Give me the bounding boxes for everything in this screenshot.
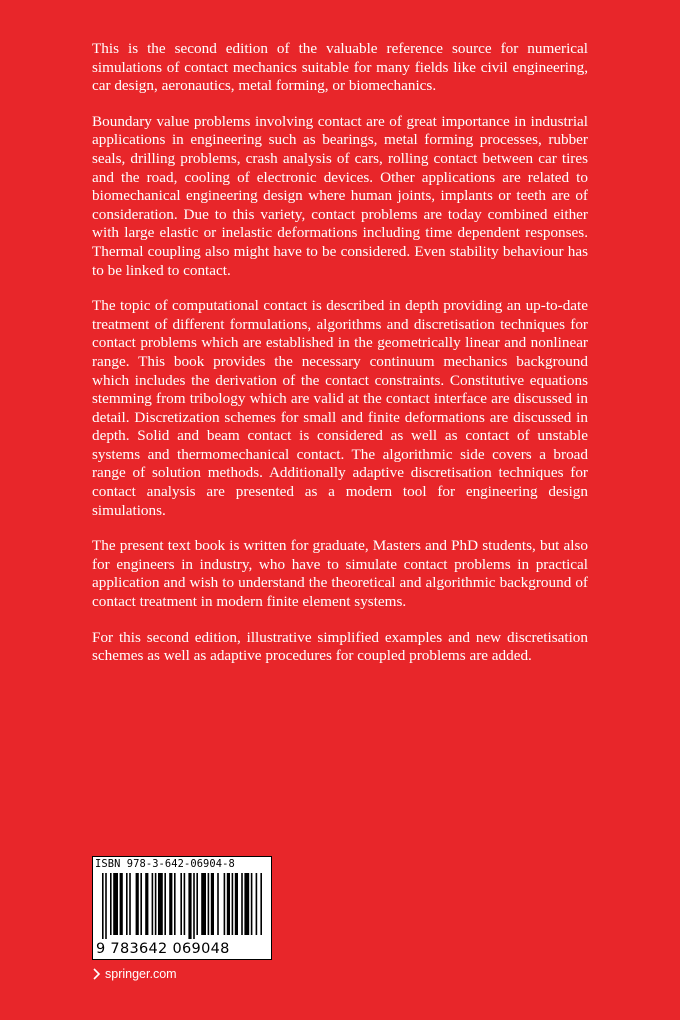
blurb-paragraph: For this second edition, illustrative simplified examples and new discretisation schemes as well as adaptive procedures for coupled problems are added. (92, 628, 588, 665)
chevron-right-icon (92, 968, 101, 980)
blurb-paragraph: Boundary value problems involving contact are of great importance in industrial applications in engineering such as bearings, metal forming processes, rubber seals, drilling problems, crash analysis of cars, rolling contact between car tires and the road, cooling of electronic devices. Other applications are related to biomechanical engineering design where human joints, implants or teeth are of consideration. Due to this variety, contact problems are today combined either with large elastic or inelastic deformations including time dependent responses. Thermal coupling also might have to be considered. Even stability behaviour has to be linked to contact. (92, 112, 588, 279)
blurb-paragraph: This is the second edition of the valuable reference source for numerical simulations of contact mechanics suitable for many fields like civil engineering, car design, aeronautics, metal forming, or biomechanics. (92, 40, 588, 95)
publisher-link[interactable] (92, 967, 177, 981)
barcode-bar (196, 873, 198, 935)
barcode-bar (102, 873, 104, 939)
barcode-bar (193, 873, 195, 939)
barcode-bar (260, 873, 262, 935)
barcode-bar (110, 873, 112, 935)
barcode-bar (180, 873, 182, 935)
barcode-bar (152, 873, 154, 935)
barcode-bar (256, 873, 258, 935)
barcode-bar (251, 873, 253, 935)
isbn-barcode (92, 856, 272, 960)
barcode-bar (126, 873, 128, 935)
barcode-bar (158, 873, 163, 935)
barcode-bar (217, 873, 219, 935)
barcode-bar (105, 873, 107, 939)
barcode-bar (201, 873, 206, 935)
blurb-text (92, 40, 588, 683)
barcode-bar (235, 873, 238, 935)
barcode-bar (241, 873, 243, 935)
barcode-bar (188, 873, 191, 939)
barcode-bar (140, 873, 142, 935)
barcode-bar (129, 873, 131, 935)
barcode-bar (169, 873, 172, 935)
barcode-bar (227, 873, 230, 935)
isbn-label: ISBN 978-3-642-06904-8 (95, 858, 235, 870)
barcode-bar (136, 873, 139, 935)
blurb-paragraph: The topic of computational contact is described in depth providing an up-to-date treatment of different formulations, algorithms and discretisation techniques for contact problems which are established in the geometrically linear and nonlinear range. This book provides the necessary continuum mechanics background which includes the derivation of the contact constraints. Constitutive equations stemming from tribology which are valid at the contact interface are discussed in detail. Discretization schemes for small and finite deformations are discussed in depth. Solid and beam contact is considered as well as contact of unstable systems and thermomechanical contact. The algorithmic side covers a broad range of solution methods. Additionally adaptive discretisation techniques for contact analysis are presented as a modern tool for engineering design simulations. (92, 297, 588, 519)
barcode-bar (164, 873, 166, 935)
barcode-bar (224, 873, 226, 935)
barcode-bar (113, 873, 118, 935)
barcode-bar (208, 873, 210, 935)
barcode-bar (120, 873, 123, 935)
blurb-paragraph: The present text book is written for graduate, Masters and PhD students, but also for engineers in industry, who have to simulate contact problems in practical application and wish to understand the theoretical and algorithmic background of contact treatment in modern finite element systems. (92, 537, 588, 611)
barcode-digits: 9 783642 069048 (96, 941, 230, 957)
barcode-bars (102, 873, 264, 939)
barcode-bar (145, 873, 148, 935)
barcode-bar (174, 873, 176, 935)
barcode-bar (184, 873, 186, 935)
barcode-bar (232, 873, 234, 935)
barcode-bar (244, 873, 249, 935)
barcode-bar (211, 873, 214, 935)
publisher-url: springer.com (105, 967, 177, 981)
barcode-bar (155, 873, 157, 935)
